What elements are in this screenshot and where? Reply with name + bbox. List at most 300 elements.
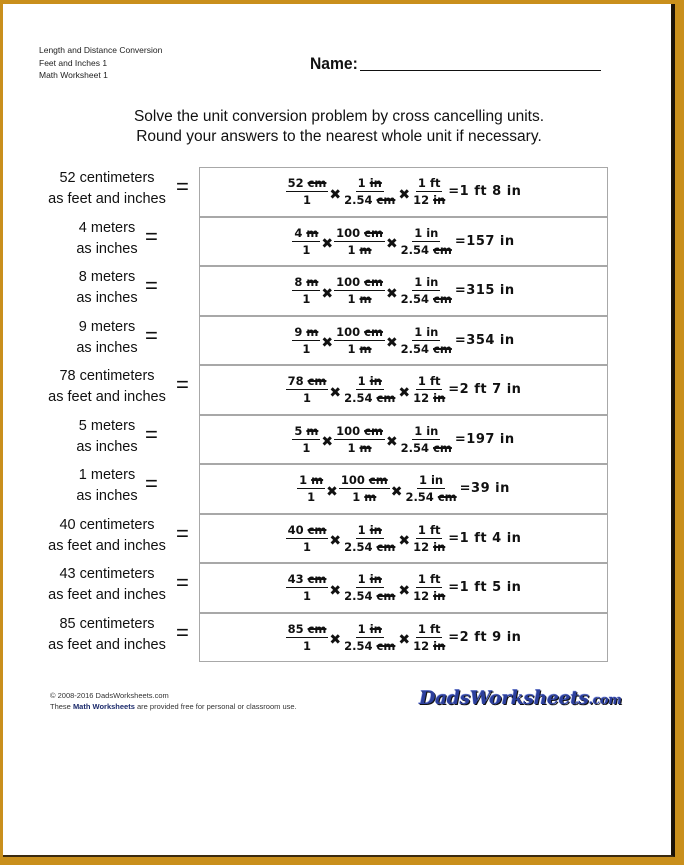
denominator-value: 2.54: [344, 638, 373, 653]
fraction-f1: [286, 622, 329, 653]
problem-quantity: 8 meters: [78, 269, 136, 285]
denominator: [411, 192, 447, 207]
denominator-value: 12: [413, 638, 430, 653]
denominator-unit: in: [433, 589, 446, 604]
numerator-unit: in: [430, 473, 444, 488]
answer-box: [199, 266, 608, 316]
problem-row: [3, 560, 675, 610]
numerator-unit: in: [369, 176, 382, 191]
denominator-value: 1: [302, 193, 311, 208]
denominator: [301, 390, 313, 405]
numerator-unit: ft: [429, 522, 441, 537]
multiply-icon: ✖: [398, 582, 411, 599]
fraction-f1: [286, 176, 329, 207]
problem-quantity: 78 centimeters: [59, 368, 155, 384]
multiply-icon: ✖: [329, 582, 342, 599]
denominator: [300, 440, 312, 455]
numerator: [356, 523, 384, 539]
denominator-value: 1: [302, 440, 311, 455]
numerator-value: 5: [294, 423, 303, 438]
numerator: [416, 176, 443, 192]
numerator: [412, 275, 440, 291]
numerator-value: 40: [287, 522, 304, 537]
problem-quantity: 1 meters: [78, 467, 136, 483]
denominator-unit: cm: [376, 638, 396, 653]
fraction-f2: [342, 622, 397, 653]
numerator-unit: in: [426, 423, 439, 438]
answer-result: =1 ft 4 in: [448, 530, 522, 546]
problem-row: [3, 362, 675, 412]
numerator-value: 1: [414, 275, 423, 290]
logo-main: DadsWorksheets: [419, 687, 589, 709]
numerator: [416, 572, 443, 588]
multiply-icon: ✖: [398, 384, 411, 401]
numerator: [292, 226, 320, 242]
fraction-f3: [411, 622, 447, 653]
denominator-value: 1: [302, 539, 311, 554]
numerator-value: 1: [414, 225, 423, 240]
denominator: [346, 440, 374, 455]
meta-subtopic: Feet and Inches 1: [39, 57, 108, 68]
logo-suffix: .com: [588, 693, 622, 708]
problem-prompt: [33, 168, 181, 210]
denominator-value: 1: [302, 391, 311, 406]
equals-sign: =: [145, 322, 158, 348]
problem-quantity: 5 meters: [78, 417, 136, 434]
fraction-f3: [399, 275, 454, 306]
fraction-f1: [292, 424, 320, 455]
denominator-unit: cm: [433, 341, 452, 356]
numerator-value: 100: [336, 225, 361, 240]
denominator-unit: m: [359, 292, 372, 307]
fraction-f1: [292, 226, 320, 257]
denominator: [342, 539, 397, 554]
denominator-unit: in: [433, 391, 446, 406]
answer-result: =39 in: [459, 481, 510, 497]
denominator-unit: in: [433, 638, 446, 653]
numerator: [286, 176, 329, 192]
denominator: [342, 588, 397, 603]
numerator-unit: in: [426, 275, 439, 290]
denominator-unit: cm: [376, 539, 396, 554]
problem-target-unit: as feet and inches: [48, 191, 166, 207]
fraction-f2: [334, 424, 385, 455]
multiply-icon: ✖: [398, 533, 411, 550]
numerator: [416, 374, 443, 390]
denominator: [342, 390, 397, 405]
problem-target-unit: as inches: [76, 438, 138, 455]
numerator-unit: in: [369, 572, 382, 587]
denominator-value: 12: [413, 391, 430, 406]
answer-box: [199, 365, 608, 415]
denominator-unit: cm: [433, 292, 452, 307]
numerator: [412, 424, 440, 440]
equals-sign: =: [145, 471, 158, 496]
answer-result: =1 ft 5 in: [448, 580, 522, 596]
denominator-value: 1: [352, 490, 361, 505]
numerator-unit: cm: [307, 374, 327, 389]
numerator-value: 1: [417, 572, 426, 587]
numerator-value: 100: [336, 423, 361, 438]
denominator: [346, 291, 374, 306]
footer-note-prefix: These: [50, 702, 73, 711]
multiply-icon: ✖: [329, 186, 342, 203]
denominator: [403, 489, 458, 504]
fraction-f1: [297, 473, 325, 504]
multiply-icon: ✖: [390, 483, 403, 500]
answer-box: [199, 316, 608, 366]
fraction-f2: [334, 325, 385, 356]
problem-target-unit: as inches: [76, 290, 138, 306]
numerator: [292, 275, 320, 291]
denominator-value: 1: [302, 589, 311, 604]
denominator-value: 2.54: [400, 242, 430, 257]
numerator-value: 100: [336, 324, 361, 339]
denominator-value: 1: [347, 292, 356, 307]
name-field-line: [360, 70, 601, 71]
numerator-value: 1: [417, 374, 426, 389]
problem-row: [3, 214, 675, 264]
equals-sign: =: [176, 174, 189, 199]
instructions-line-1: Solve the unit conversion problem by cross cancelling units.: [133, 108, 545, 125]
numerator-unit: cm: [364, 225, 383, 240]
denominator-value: 12: [413, 193, 430, 208]
fraction-f3: [411, 176, 447, 207]
answer-result: =315 in: [454, 283, 515, 299]
fraction-f2: [342, 374, 397, 405]
fraction-f3: [403, 473, 458, 504]
denominator-value: 1: [302, 638, 311, 653]
numerator-unit: m: [306, 275, 319, 290]
instructions-line-2: Round your answers to the nearest whole unit if necessary.: [136, 128, 542, 145]
problem-target-unit: as feet and inches: [48, 636, 166, 653]
footer-note: [50, 701, 297, 712]
multiply-icon: ✖: [326, 483, 338, 500]
denominator-unit: cm: [433, 242, 452, 257]
problem-prompt: [33, 564, 181, 606]
problem-prompt: [33, 614, 181, 656]
numerator-value: 1: [357, 621, 366, 636]
numerator-value: 85: [287, 621, 304, 636]
denominator-value: 1: [347, 242, 356, 257]
numerator: [334, 226, 385, 242]
fraction-f3: [411, 572, 447, 603]
multiply-icon: ✖: [321, 434, 334, 451]
problem-prompt: [65, 218, 149, 260]
multiply-icon: ✖: [398, 632, 411, 649]
answer-result: =1 ft 8 in: [448, 184, 522, 200]
denominator-unit: m: [359, 440, 372, 455]
meta-topic: Length and Distance Conversion: [39, 45, 163, 55]
numerator-unit: in: [426, 225, 439, 240]
answer-box: [199, 217, 608, 267]
denominator: [411, 390, 447, 405]
fraction-f2: [339, 473, 390, 504]
denominator-value: 1: [302, 242, 311, 257]
answer-result: =157 in: [454, 233, 515, 249]
numerator-value: 100: [336, 275, 361, 290]
denominator-unit: cm: [376, 589, 396, 604]
denominator-value: 2.54: [344, 589, 373, 604]
denominator: [399, 242, 454, 257]
denominator-value: 12: [413, 589, 430, 604]
answer-box: [199, 514, 608, 564]
numerator: [292, 424, 320, 440]
worksheet-page: [3, 4, 675, 857]
denominator-value: 2.54: [344, 539, 373, 554]
meta-worksheet: Math Worksheet 1: [39, 70, 108, 80]
problem-prompt: [33, 366, 181, 408]
problem-row: [3, 313, 675, 363]
equals-sign: =: [176, 372, 189, 397]
numerator-unit: cm: [307, 621, 327, 636]
answer-box: [199, 563, 608, 613]
numerator-unit: cm: [307, 176, 327, 191]
fraction-f2: [334, 226, 385, 257]
denominator: [301, 539, 313, 554]
numerator-unit: cm: [307, 522, 327, 537]
numerator-unit: ft: [429, 572, 441, 587]
problem-target-unit: as inches: [76, 488, 138, 504]
problem-prompt: [33, 515, 181, 557]
problem-target-unit: as feet and inches: [48, 587, 166, 603]
fraction-f2: [334, 275, 385, 306]
problem-row: [3, 412, 675, 462]
multiply-icon: ✖: [321, 285, 334, 302]
denominator-value: 2.54: [400, 292, 430, 307]
denominator-unit: m: [359, 242, 372, 257]
numerator-value: 78: [287, 374, 304, 389]
problem-prompt: [65, 416, 149, 458]
fraction-f3: [399, 325, 454, 356]
denominator-value: 2.54: [344, 391, 373, 406]
numerator: [356, 622, 384, 638]
denominator-unit: cm: [437, 490, 457, 505]
numerator-unit: m: [311, 473, 324, 488]
numerator-value: 4: [294, 225, 303, 240]
equals-sign: =: [145, 421, 158, 447]
denominator: [350, 489, 378, 504]
fraction-f1: [286, 523, 329, 554]
denominator: [411, 638, 447, 653]
numerator-value: 1: [417, 176, 426, 191]
numerator-value: 1: [418, 473, 427, 488]
numerator-value: 1: [414, 423, 423, 438]
numerator-unit: ft: [429, 176, 441, 191]
numerator: [334, 325, 385, 341]
fraction-f1: [292, 325, 320, 356]
denominator-unit: cm: [376, 391, 396, 406]
problem-row: [3, 610, 675, 660]
equals-sign: =: [176, 520, 189, 546]
denominator: [399, 440, 454, 455]
numerator-value: 1: [299, 473, 308, 488]
numerator-value: 1: [414, 324, 423, 339]
answer-result: =2 ft 9 in: [448, 629, 522, 645]
denominator-unit: m: [364, 490, 377, 505]
numerator: [416, 523, 443, 539]
numerator-unit: cm: [368, 473, 388, 488]
denominator: [301, 192, 313, 207]
numerator-unit: in: [369, 522, 382, 537]
denominator: [300, 242, 312, 257]
denominator: [342, 638, 397, 653]
fraction-f3: [399, 226, 454, 257]
denominator-value: 1: [347, 440, 356, 455]
denominator: [300, 341, 312, 356]
numerator-unit: cm: [364, 275, 383, 290]
numerator-value: 1: [357, 374, 366, 389]
problem-prompt: [65, 465, 149, 507]
multiply-icon: ✖: [385, 285, 398, 302]
numerator-value: 9: [294, 324, 303, 339]
fraction-f1: [286, 572, 329, 603]
name-label: Name:: [310, 54, 358, 73]
numerator-unit: ft: [429, 374, 441, 389]
numerator-unit: in: [426, 324, 439, 339]
answer-result: =197 in: [454, 431, 515, 447]
denominator: [301, 638, 313, 653]
problem-quantity: 43 centimeters: [59, 566, 155, 582]
answer-box: [199, 613, 608, 663]
numerator: [417, 473, 445, 489]
denominator-value: 1: [302, 292, 311, 307]
numerator-unit: m: [306, 423, 319, 438]
numerator-value: 100: [340, 473, 365, 488]
denominator-value: 2.54: [400, 440, 430, 455]
multiply-icon: ✖: [385, 335, 398, 352]
fraction-f1: [286, 374, 329, 405]
dadsworksheets-logo[interactable]: [419, 687, 621, 709]
numerator: [286, 374, 329, 390]
problem-prompt: [65, 317, 149, 359]
numerator-unit: in: [369, 374, 382, 389]
numerator-unit: cm: [364, 324, 383, 339]
problem-target-unit: as inches: [76, 339, 138, 356]
denominator-unit: m: [359, 341, 372, 356]
problem-quantity: 52 centimeters: [59, 170, 155, 186]
fraction-f3: [411, 523, 447, 554]
copyright: © 2008-2016 DadsWorksheets.com: [50, 691, 169, 700]
fraction-f2: [342, 572, 397, 603]
numerator: [334, 275, 385, 291]
numerator-value: 1: [417, 522, 426, 537]
numerator-value: 1: [357, 176, 366, 191]
math-worksheets-link[interactable]: Math Worksheets: [72, 702, 135, 711]
denominator: [301, 588, 313, 603]
denominator-value: 1: [302, 341, 311, 356]
problem-target-unit: as feet and inches: [48, 537, 166, 554]
problem-prompt: [65, 267, 149, 309]
multiply-icon: ✖: [385, 434, 398, 451]
problem-quantity: 9 meters: [78, 318, 136, 335]
numerator-unit: cm: [364, 423, 383, 438]
problem-row: [3, 263, 675, 313]
numerator: [412, 325, 440, 341]
numerator-value: 43: [287, 572, 304, 587]
numerator-value: 1: [357, 522, 366, 537]
equals-sign: =: [176, 570, 189, 595]
equals-sign: =: [145, 273, 158, 298]
numerator: [412, 226, 440, 242]
multiply-icon: ✖: [329, 384, 342, 401]
denominator: [300, 291, 312, 306]
denominator-value: 1: [307, 490, 316, 505]
answer-result: =2 ft 7 in: [448, 382, 522, 398]
numerator: [416, 622, 443, 638]
fraction-f2: [342, 523, 397, 554]
denominator-unit: in: [433, 193, 446, 208]
multiply-icon: ✖: [321, 335, 334, 352]
problem-target-unit: as feet and inches: [48, 389, 166, 405]
numerator-unit: in: [369, 621, 382, 636]
answer-box: [199, 167, 608, 217]
problem-row: [3, 511, 675, 561]
multiply-icon: ✖: [321, 236, 334, 253]
instructions: [3, 107, 675, 147]
denominator: [342, 192, 397, 207]
fraction-f2: [342, 176, 397, 207]
equals-sign: =: [145, 223, 158, 249]
numerator: [292, 325, 320, 341]
answer-box: [199, 464, 608, 514]
footer: [50, 690, 297, 712]
numerator-unit: cm: [307, 572, 327, 587]
fraction-f3: [411, 374, 447, 405]
numerator: [356, 572, 384, 588]
equals-sign: =: [176, 619, 189, 645]
fraction-f3: [399, 424, 454, 455]
denominator-value: 1: [347, 341, 356, 356]
footer-note-suffix: are provided free for personal or classroom use.: [134, 702, 297, 711]
numerator: [334, 424, 385, 440]
problem-quantity: 4 meters: [78, 219, 136, 236]
answer-box: [199, 415, 608, 465]
numerator-value: 1: [357, 572, 366, 587]
numerator-value: 8: [294, 275, 303, 290]
numerator: [286, 572, 329, 588]
denominator-unit: cm: [433, 440, 452, 455]
numerator-value: 1: [417, 621, 426, 636]
denominator-value: 2.54: [405, 490, 434, 505]
numerator: [297, 473, 325, 489]
numerator-value: 52: [287, 176, 304, 191]
numerator: [356, 176, 384, 192]
worksheet-meta: [39, 44, 162, 82]
denominator: [305, 489, 317, 504]
denominator-unit: in: [433, 539, 446, 554]
numerator-unit: ft: [429, 621, 441, 636]
denominator: [346, 242, 374, 257]
numerator: [286, 523, 329, 539]
numerator: [286, 622, 329, 638]
numerator: [339, 473, 390, 489]
numerator-unit: m: [306, 324, 319, 339]
answer-result: =354 in: [454, 332, 515, 348]
fraction-f1: [292, 275, 320, 306]
problem-quantity: 85 centimeters: [59, 615, 155, 632]
denominator-value: 2.54: [400, 341, 430, 356]
problem-target-unit: as inches: [76, 240, 138, 257]
multiply-icon: ✖: [329, 632, 342, 649]
problem-row: [3, 461, 675, 511]
denominator: [411, 588, 447, 603]
numerator-unit: m: [306, 225, 319, 240]
problem-row: [3, 164, 675, 214]
problem-quantity: 40 centimeters: [59, 516, 155, 533]
denominator-unit: cm: [376, 193, 396, 208]
numerator: [356, 374, 384, 390]
